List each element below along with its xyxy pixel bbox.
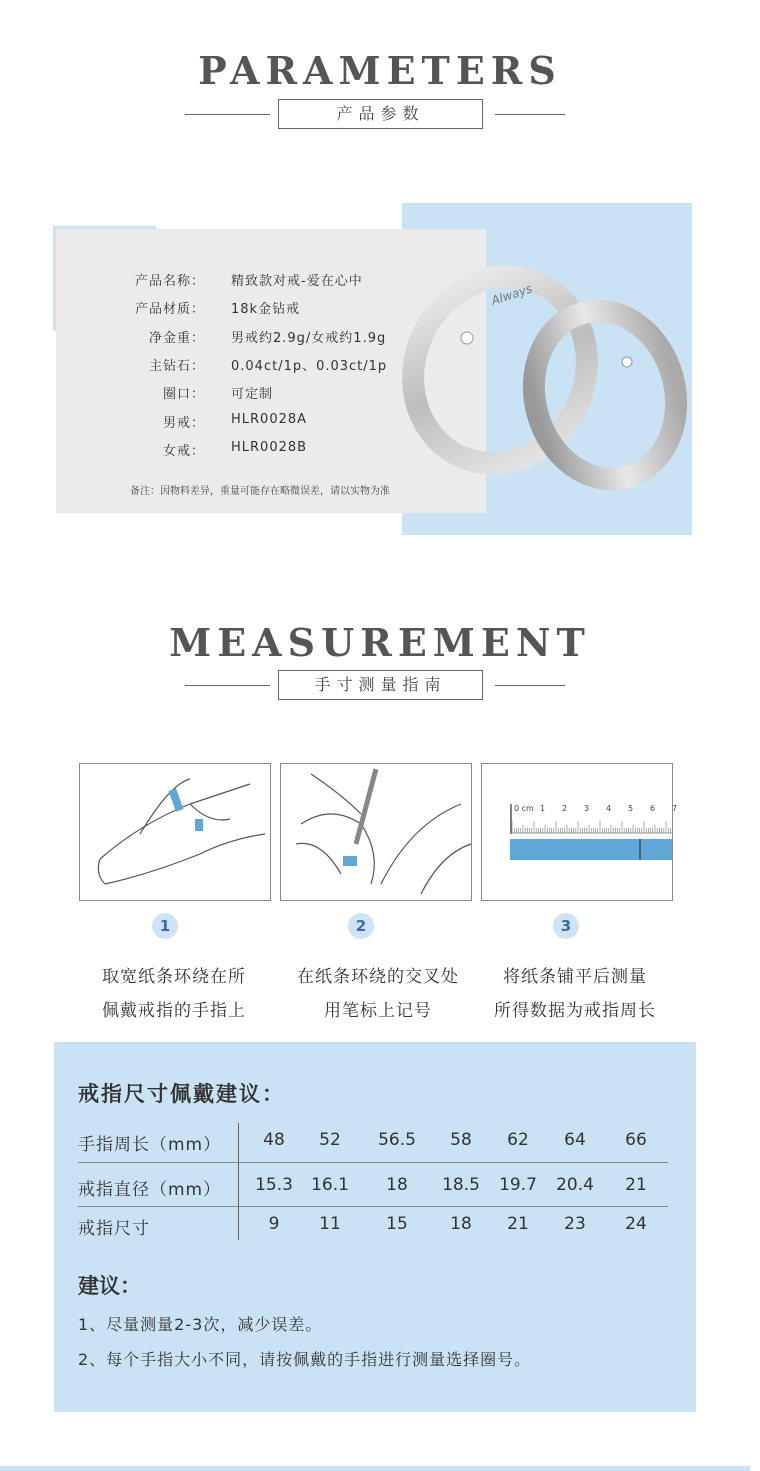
table-cell: 19.7 [499, 1175, 537, 1195]
step-3-illustration [481, 763, 678, 901]
table-cell: 56.5 [378, 1130, 416, 1150]
hand-wrap-icon [80, 764, 270, 900]
ruler-label: 1 [540, 804, 546, 813]
ruler-label: 3 [584, 804, 590, 813]
table-divider [238, 1123, 239, 1240]
param-label: 圈口： [162, 387, 205, 403]
table-cell: 52 [319, 1130, 341, 1150]
step-1-number: 1 [152, 913, 178, 939]
table-cell: 20.4 [556, 1175, 594, 1195]
parameters-subtitle: 产品参数 [278, 99, 483, 129]
table-row-header: 戒指尺寸 [78, 1219, 150, 1239]
param-label: 女戒： [162, 443, 205, 459]
ruler-label: 2 [562, 804, 568, 813]
table-cell: 21 [625, 1175, 647, 1195]
ruler-label: 0 cm [514, 804, 534, 813]
step-2-text: 在纸条环绕的交叉处 用笔标上记号 [297, 967, 459, 1021]
engraving-text: Always [489, 281, 534, 308]
table-rule [78, 1206, 668, 1207]
param-value: 18k金钻戒 [231, 302, 301, 318]
param-label: 产品材质： [134, 302, 205, 318]
param-label: 主钻石： [148, 358, 205, 374]
divider [185, 685, 270, 686]
param-value: 精致款对戒-爱在心中 [231, 274, 363, 289]
step-1-text: 取宽纸条环绕在所 佩戴戒指的手指上 [102, 967, 246, 1021]
measurement-subtitle: 手寸测量指南 [278, 670, 483, 700]
param-value: 0.04ct/1p、0.03ct/1p [231, 358, 388, 374]
advice-title: 建议： [78, 1274, 141, 1298]
table-rule [78, 1162, 668, 1163]
divider [495, 114, 565, 115]
param-value: 可定制 [231, 387, 274, 403]
table-cell: 15.3 [255, 1175, 293, 1195]
table-cell: 18.5 [442, 1175, 480, 1195]
table-row-header: 戒指直径（mm） [78, 1180, 222, 1200]
table-cell: 66 [625, 1130, 647, 1150]
table-cell: 9 [268, 1214, 280, 1234]
divider [495, 685, 565, 686]
param-value: HLR0028A [231, 411, 308, 427]
table-cell: 21 [507, 1214, 529, 1234]
step-3-number: 3 [553, 913, 579, 939]
table-cell: 62 [507, 1130, 529, 1150]
step-2-illustration [280, 763, 472, 901]
table-cell: 58 [450, 1130, 472, 1150]
table-cell: 24 [625, 1214, 647, 1234]
divider [185, 114, 270, 115]
table-cell: 48 [263, 1130, 285, 1150]
ruler-label: 6 [650, 804, 656, 813]
parameters-note: 备注：因物料差异，重量可能存在略微误差，请以实物为准 [130, 486, 390, 497]
table-cell: 23 [564, 1214, 586, 1234]
table-cell: 18 [450, 1214, 472, 1234]
param-label: 产品名称： [134, 274, 205, 289]
bottom-bar [0, 1466, 750, 1471]
ruler-icon [482, 764, 678, 900]
table-cell: 11 [319, 1214, 341, 1234]
table-row-header: 手指周长（mm） [78, 1135, 222, 1155]
table-cell: 18 [386, 1175, 408, 1195]
step-1-illustration [79, 763, 271, 901]
advice-item: 1、尽量测量2-3次，减少误差。 [78, 1315, 323, 1334]
advice-item: 2、每个手指大小不同，请按佩戴的手指进行测量选择圈号。 [78, 1350, 532, 1369]
size-guide-title: 戒指尺寸佩戴建议： [78, 1082, 285, 1106]
measurement-title: MEASUREMENT [169, 620, 591, 665]
step-3-text: 将纸条铺平后测量 所得数据为戒指周长 [494, 967, 656, 1021]
hand-pen-icon [281, 764, 471, 900]
ruler-label: 5 [628, 804, 634, 813]
param-label: 净金重： [148, 330, 205, 346]
table-cell: 15 [386, 1214, 408, 1234]
table-cell: 16.1 [311, 1175, 349, 1195]
param-value: 男戒约2.9g/女戒约1.9g [231, 330, 387, 346]
parameters-title: PARAMETERS [198, 48, 562, 93]
rings-image [405, 250, 695, 520]
param-value: HLR0028B [231, 439, 308, 455]
ruler-label: 7 [672, 804, 678, 813]
step-2-number: 2 [348, 913, 374, 939]
table-cell: 64 [564, 1130, 586, 1150]
ruler-label: 4 [606, 804, 612, 813]
param-label: 男戒： [162, 415, 205, 431]
